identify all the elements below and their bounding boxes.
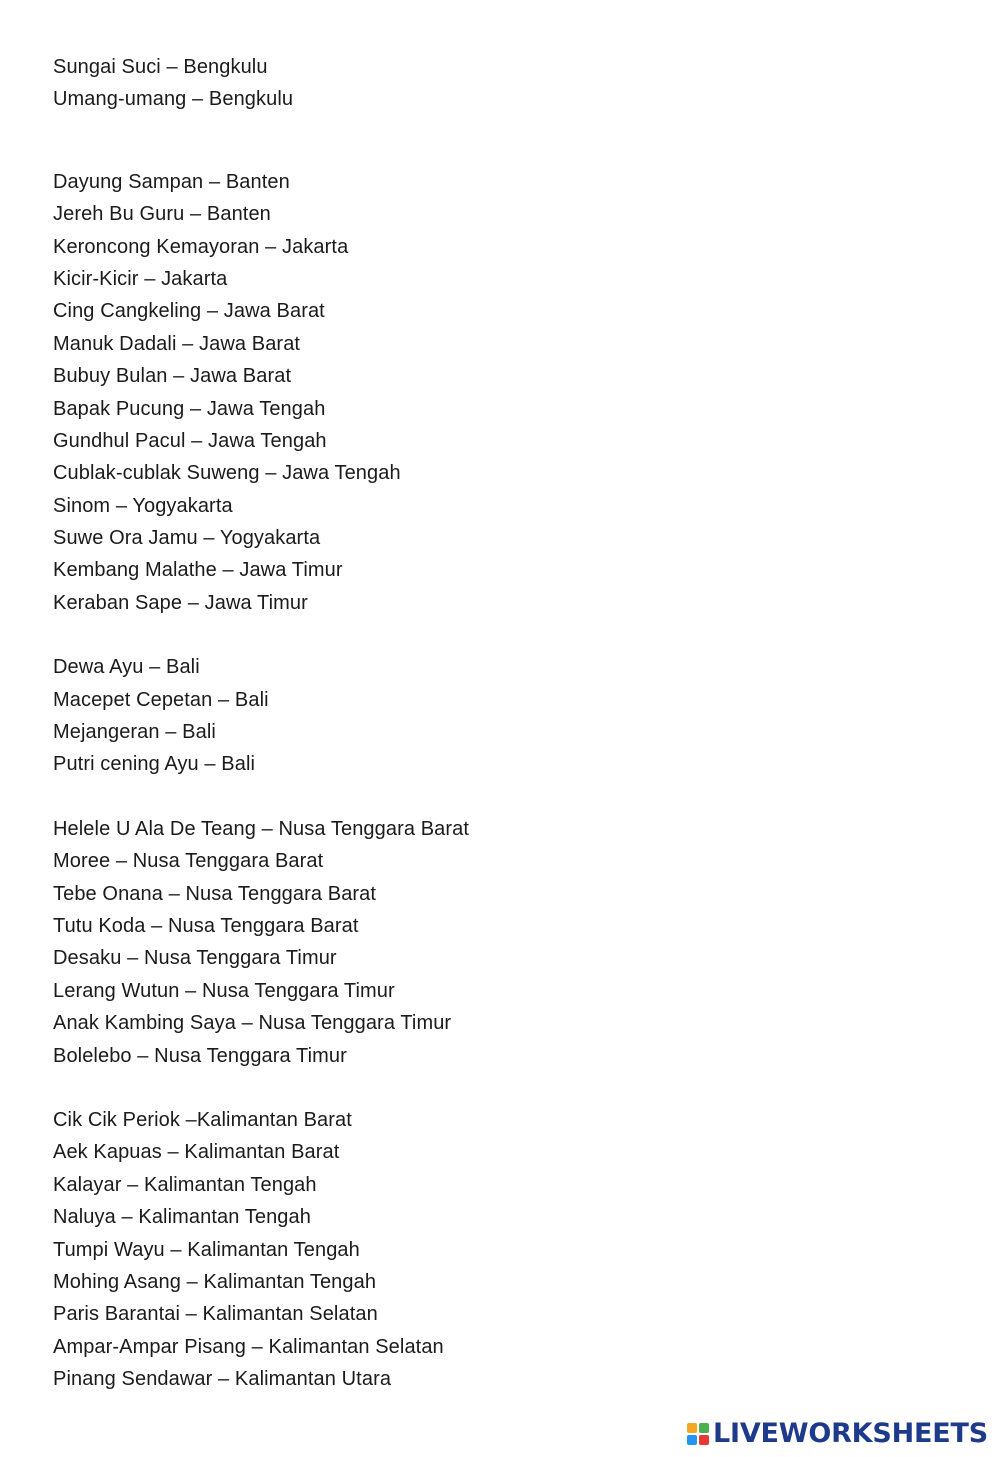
spacer: [53, 781, 953, 813]
liveworksheets-brand: [687, 1420, 988, 1447]
song-line: Bubuy Bulan – Jawa Barat: [53, 365, 292, 388]
song-line: Lerang Wutun – Nusa Tenggara Timur: [53, 979, 395, 1002]
spacer: [53, 619, 953, 651]
song-line: Putri cening Ayu – Bali: [53, 753, 256, 776]
song-line: Jereh Bu Guru – Banten: [53, 203, 271, 226]
song-line: Helele U Ala De Teang – Nusa Tenggara Barat: [53, 817, 470, 840]
song-line: Kembang Malathe – Jawa Timur: [53, 559, 343, 582]
brand-name: LIVEWORKSHEETS: [712, 1418, 988, 1449]
song-line: Anak Kambing Saya – Nusa Tenggara Timur: [53, 1012, 452, 1035]
song-line: Tumpi Wayu – Kalimantan Tengah: [53, 1238, 360, 1261]
song-line: Kalayar – Kalimantan Tengah: [53, 1173, 317, 1196]
song-line: Aek Kapuas – Kalimantan Barat: [53, 1141, 340, 1164]
song-line: Suwe Ora Jamu – Yogyakarta: [53, 527, 321, 550]
song-group-kalimantan: [53, 1104, 953, 1396]
song-line: Keroncong Kemayoran – Jakarta: [53, 235, 349, 258]
song-line: Pinang Sendawar – Kalimantan Utara: [53, 1368, 392, 1391]
song-line: Sinom – Yogyakarta: [53, 494, 233, 517]
song-line: Umang-umang – Bengkulu: [53, 88, 294, 111]
song-line: Naluya – Kalimantan Tengah: [53, 1206, 311, 1229]
song-line: Ampar-Ampar Pisang – Kalimantan Selatan: [53, 1335, 444, 1358]
song-group-bali: [53, 651, 953, 781]
song-line: Cublak-cublak Suweng – Jawa Tengah: [53, 462, 401, 485]
song-line: Mohing Asang – Kalimantan Tengah: [53, 1270, 377, 1293]
song-line: Bolelebo – Nusa Tenggara Timur: [53, 1044, 347, 1067]
song-group-nusa-tenggara: [53, 813, 953, 1072]
song-line: Sungai Suci – Bengkulu: [53, 56, 268, 78]
song-line: Tebe Onana – Nusa Tenggara Barat: [53, 882, 377, 905]
song-line: Moree – Nusa Tenggara Barat: [53, 850, 324, 873]
logo-tile-icon: [687, 1423, 697, 1433]
song-list: [53, 51, 953, 1395]
song-line: Dewa Ayu – Bali: [53, 656, 200, 679]
song-group-java: [53, 166, 953, 619]
song-line: Manuk Dadali – Jawa Barat: [53, 332, 301, 355]
song-line: Cing Cangkeling – Jawa Barat: [53, 300, 325, 323]
song-line: Mejangeran – Bali: [53, 721, 216, 744]
song-line: Desaku – Nusa Tenggara Timur: [53, 947, 337, 970]
song-line: Cik Cik Periok –Kalimantan Barat: [53, 1108, 352, 1131]
spacer: [53, 1072, 953, 1104]
spacer: [53, 116, 953, 166]
song-line: Dayung Sampan – Banten: [53, 170, 290, 193]
logo-tile-icon: [699, 1423, 709, 1433]
song-line: Macepet Cepetan – Bali: [53, 688, 269, 711]
song-group-bengkulu: [53, 51, 953, 116]
song-line: Paris Barantai – Kalimantan Selatan: [53, 1303, 378, 1326]
logo-tile-icon: [687, 1435, 697, 1445]
logo-tile-icon: [699, 1435, 709, 1445]
song-line: Tutu Koda – Nusa Tenggara Barat: [53, 914, 359, 937]
song-line: Bapak Pucung – Jawa Tengah: [53, 397, 326, 420]
song-line: Keraban Sape – Jawa Timur: [53, 591, 308, 614]
song-line: Kicir-Kicir – Jakarta: [53, 267, 228, 290]
liveworksheets-logo-icon: [687, 1423, 709, 1445]
song-line: Gundhul Pacul – Jawa Tengah: [53, 429, 327, 452]
